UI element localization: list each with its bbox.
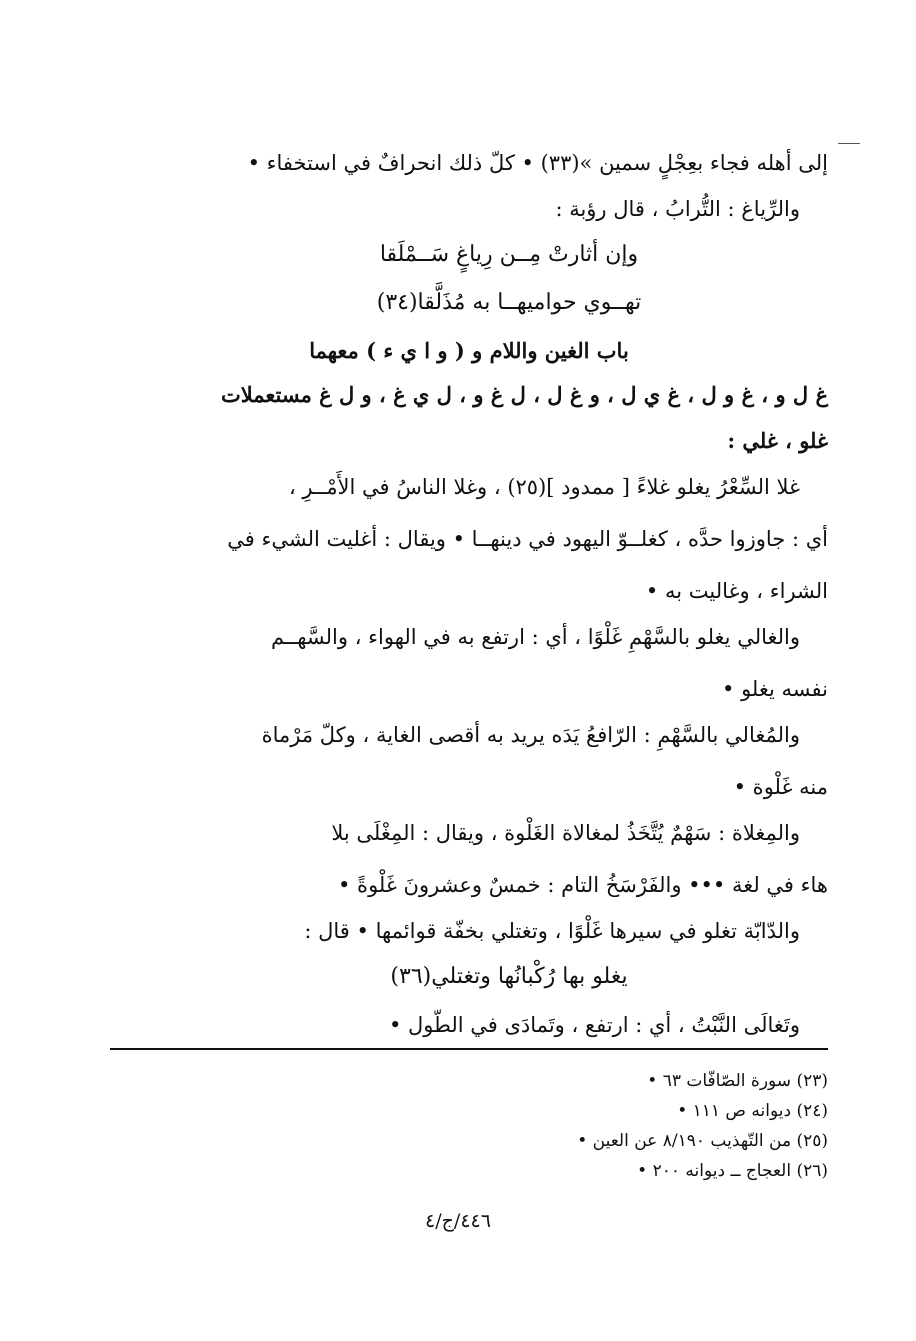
verse-line: يغلو بها رُكْبانُها وتغتلي(٣٦) <box>390 964 628 989</box>
corner-mark <box>838 143 860 144</box>
footnote-divider <box>110 1048 828 1050</box>
paragraph-line: نفسه يغلو • <box>722 677 828 701</box>
paragraph <box>110 818 828 900</box>
footnote: (٢٥) من التّهذيب ٨/١٩٠ عن العين • <box>577 1131 828 1151</box>
roots-line: غ ل و ، غ و ل ، غ ي ل ، و غ ل ، ل غ و ، ل ي غ ، و ل غ مستعملات <box>220 382 828 407</box>
paragraph-line: غلا السِّعْرُ يغلو غلاءً [ ممدود ](٢٥) ، وغلا الناسُ في الأَمْــرِ ، <box>288 475 800 499</box>
paragraph-line: أي : جاوزوا حدَّه ، كغلــوّ اليهود في دينهــا • ويقال : أغليت الشيء في <box>227 527 828 551</box>
page-body <box>110 148 828 1186</box>
paragraph-line: والمُغالي بالسَّهْمِ : الرّافعُ يَدَه يريد به أقصى الغاية ، وكلّ مَرْماة <box>261 723 800 747</box>
paragraph-line: والمِغلاة : سَهْمٌ يُتَّخَذُ لمغالاة الغَلْوة ، ويقال : المِغْلَى بلا <box>331 821 800 845</box>
verse-line: وإن أثارتْ مِــن رِياغٍ سَــمْلَقا <box>379 242 639 267</box>
paragraph <box>110 916 828 946</box>
body-line-continuation: إلى أهله فجاء بعِجْلٍ سمين »(٣٣) • كلّ ذلك انحرافٌ في استخفاء • <box>247 151 828 175</box>
paragraph-line: هاء في لغة ••• والفَرْسَخُ التام : خمسٌ وعشرونَ غَلْوةً • <box>338 873 828 897</box>
footnote: (٢٣) سورة الصّافّات ٦٣ • <box>647 1071 828 1091</box>
section-heading: باب الغين واللام و ( و ا ي ء ) معهما <box>309 338 629 363</box>
paragraph-line: الشراء ، وغاليت به • <box>645 579 828 603</box>
paragraph-line: والغالي يغلو بالسَّهْمِ غَلْوًا ، أي : ارتفع به في الهواء ، والسَّهــم <box>270 625 800 649</box>
footnote: (٢٦) العجاج ــ ديوانه ٢٠٠ • <box>637 1161 828 1181</box>
body-line-last: وتَغالَى النَّبْتُ ، أي : ارتفع ، وتَمادَى في الطّول • <box>388 1013 800 1037</box>
body-line-riyagh: والرِّياغ : التُّرابُ ، قال رؤبة : <box>555 197 800 221</box>
footnote: (٢٤) ديوانه ص ١١١ • <box>677 1101 828 1121</box>
page-number: ٤٤٦/ج/٤ <box>425 1210 491 1232</box>
subheading: غلو ، غلي : <box>727 428 828 453</box>
paragraph <box>110 720 828 802</box>
paragraph <box>110 622 828 704</box>
paragraph-line: والدّابّة تغلو في سيرها غَلْوًا ، وتغتلي بخفّة قوائمها • قال : <box>304 919 800 943</box>
paragraph-line: منه غَلْوة • <box>733 775 828 799</box>
verse-line: تهــوي حواميهــا به مُذَلَّقا(٣٤) <box>376 290 642 315</box>
paragraph <box>110 472 828 606</box>
